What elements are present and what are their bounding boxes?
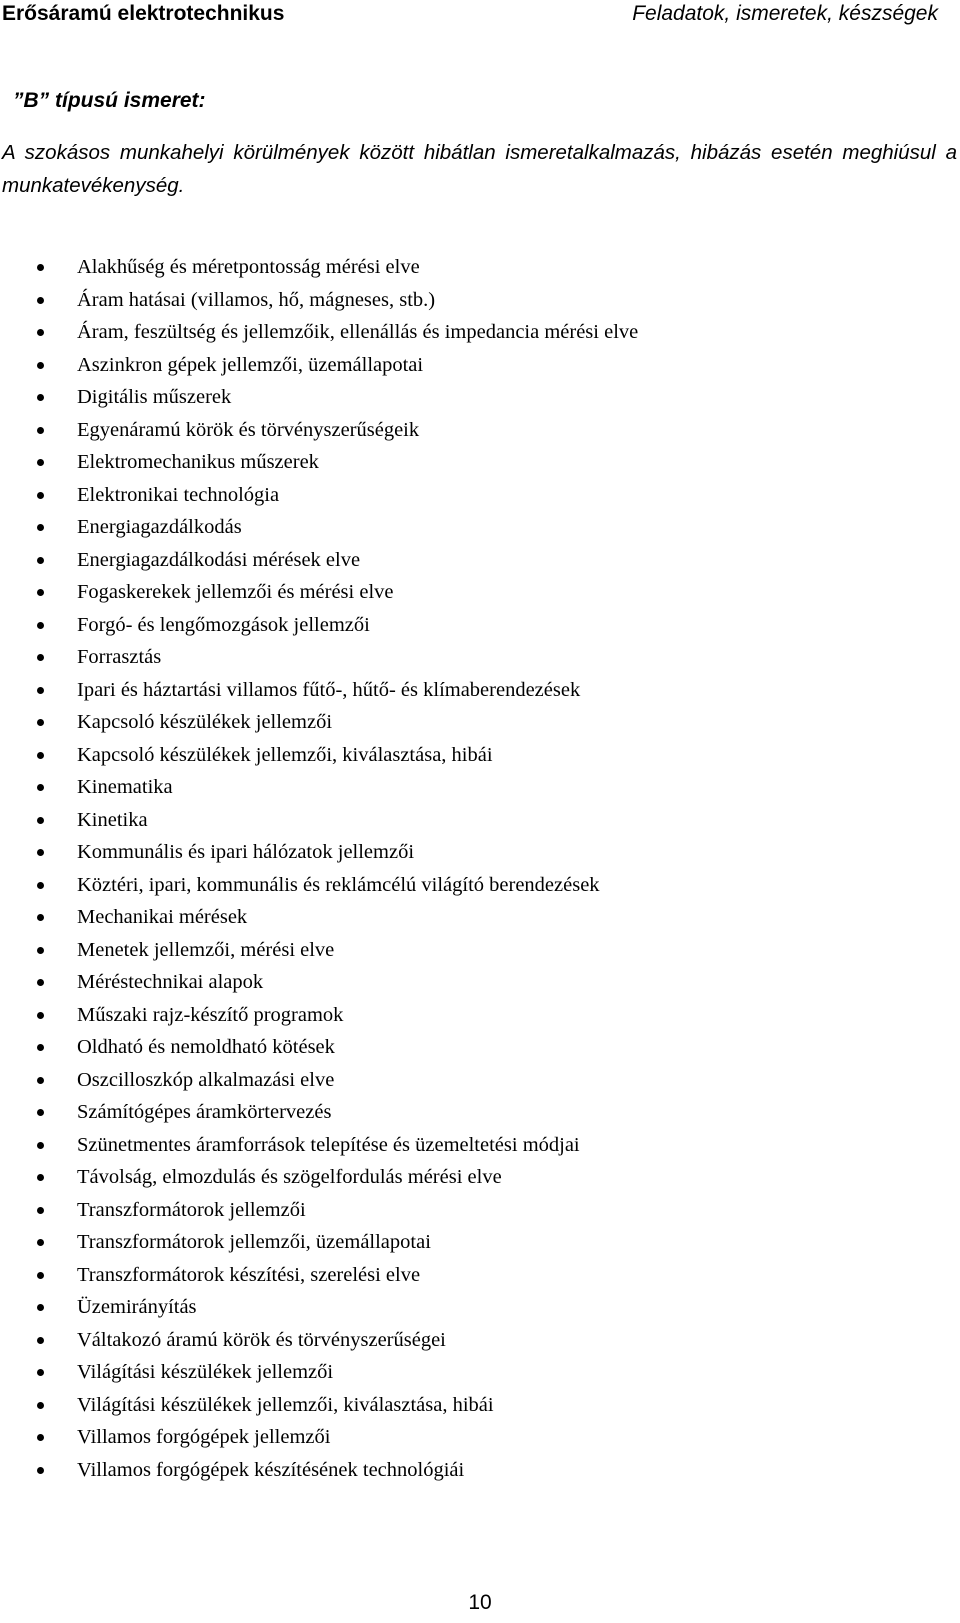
list-item-label: Távolság, elmozdulás és szögelfordulás mérési elve	[77, 1166, 502, 1188]
list-item	[0, 446, 638, 479]
list-item-label: Villamos forgógépek jellemzői	[77, 1426, 331, 1448]
list-item-label: Digitális műszerek	[77, 386, 232, 408]
bullet-icon	[37, 784, 44, 791]
bullet-icon	[37, 297, 44, 304]
list-item	[0, 771, 638, 804]
list-item-label: Műszaki rajz-készítő programok	[77, 1003, 344, 1026]
list-item-label: Elektromechanikus műszerek	[77, 451, 319, 473]
bullet-icon	[37, 1012, 44, 1019]
list-item	[0, 1454, 638, 1487]
bullet-icon	[37, 1142, 44, 1149]
bullet-icon	[37, 1207, 44, 1214]
bullet-icon	[37, 849, 44, 856]
list-item	[0, 609, 638, 642]
list-item-label: Oldható és nemoldható kötések	[77, 1036, 335, 1058]
list-item-label: Köztéri, ipari, kommunális és reklámcélú világító berendezések	[77, 873, 600, 896]
list-item-label: Világítási készülékek jellemzői	[77, 1361, 334, 1383]
bullet-icon	[37, 1272, 44, 1279]
section-heading: ”B” típusú ismeret:	[13, 89, 206, 112]
bullet-icon	[37, 1077, 44, 1084]
list-item-label: Transzformátorok készítési, szerelési elve	[77, 1263, 421, 1286]
bullet-icon	[37, 394, 44, 401]
list-item	[0, 901, 638, 934]
bullet-icon	[37, 1369, 44, 1376]
bullet-icon	[37, 979, 44, 986]
list-item-label: Kapcsoló készülékek jellemzői	[77, 711, 333, 733]
list-item	[0, 1064, 638, 1097]
list-item-label: Számítógépes áramkörtervezés	[77, 1101, 332, 1123]
bullet-icon	[37, 1239, 44, 1246]
bullet-icon	[37, 914, 44, 921]
bullet-icon	[37, 557, 44, 564]
list-item-label: Mechanikai mérések	[77, 906, 248, 928]
list-item-label: Áram, feszültség és jellemzőik, ellenállás és impedancia mérési elve	[77, 321, 639, 343]
list-item	[0, 511, 638, 544]
list-item	[0, 349, 638, 382]
list-item	[0, 576, 638, 609]
bullet-icon	[37, 329, 44, 336]
bullet-icon	[37, 622, 44, 629]
list-item-label: Fogaskerekek jellemzői és mérési elve	[77, 581, 394, 603]
bullet-icon	[37, 264, 44, 271]
list-item-label: Üzemirányítás	[77, 1296, 197, 1318]
list-item-label: Kapcsoló készülékek jellemzői, kiválasztása, hibái	[77, 743, 493, 766]
bullet-icon	[37, 362, 44, 369]
chapter-title: Feladatok, ismeretek, készségek	[632, 2, 938, 25]
bullet-icon	[37, 752, 44, 759]
list-item	[0, 934, 638, 967]
list-item	[0, 1356, 638, 1389]
list-item	[0, 706, 638, 739]
list-item	[0, 251, 638, 284]
list-item	[0, 641, 638, 674]
list-item-label: Kinematika	[77, 776, 173, 798]
bullet-icon	[37, 817, 44, 824]
bullet-icon	[37, 524, 44, 531]
list-item	[0, 1161, 638, 1194]
bullet-icon	[37, 947, 44, 954]
bullet-icon	[37, 1434, 44, 1441]
list-item	[0, 1194, 638, 1227]
list-item	[0, 674, 638, 707]
bullet-icon	[37, 1174, 44, 1181]
list-item-label: Elektronikai technológia	[77, 483, 280, 506]
bullet-icon	[37, 492, 44, 499]
list-item-label: Oszcilloszkóp alkalmazási elve	[77, 1068, 335, 1091]
list-item	[0, 869, 638, 902]
list-item	[0, 1031, 638, 1064]
bullet-icon	[37, 1304, 44, 1311]
bullet-icon	[37, 459, 44, 466]
list-item-label: Villamos forgógépek készítésének technológiái	[77, 1458, 465, 1481]
bullet-icon	[37, 1337, 44, 1344]
bullet-icon	[37, 427, 44, 434]
list-item	[0, 1129, 638, 1162]
bullet-icon	[37, 1109, 44, 1116]
list-item-label: Kommunális és ipari hálózatok jellemzői	[77, 841, 415, 863]
list-item	[0, 999, 638, 1032]
list-item-label: Forrasztás	[77, 646, 162, 668]
list-item-label: Alakhűség és méretpontosság mérési elve	[77, 256, 420, 278]
list-item	[0, 836, 638, 869]
knowledge-list	[0, 251, 638, 1486]
list-item	[0, 1291, 638, 1324]
bullet-icon	[37, 1467, 44, 1474]
document-title: Erősáramú elektrotechnikus	[2, 2, 285, 25]
list-item	[0, 1259, 638, 1292]
list-item	[0, 804, 638, 837]
list-item	[0, 1389, 638, 1422]
list-item	[0, 1226, 638, 1259]
list-item-label: Kinetika	[77, 808, 148, 831]
bullet-icon	[37, 1402, 44, 1409]
list-item	[0, 316, 638, 349]
list-item-label: Szünetmentes áramforrások telepítése és üzemeltetési módjai	[77, 1133, 580, 1156]
bullet-icon	[37, 589, 44, 596]
list-item	[0, 414, 638, 447]
list-item-label: Transzformátorok jellemzői, üzemállapotai	[77, 1231, 431, 1253]
list-item-label: Áram hatásai (villamos, hő, mágneses, stb.)	[77, 288, 436, 311]
list-item-label: Váltakozó áramú körök és törvényszerűségei	[77, 1328, 446, 1351]
bullet-icon	[37, 687, 44, 694]
list-item	[0, 1421, 638, 1454]
list-item	[0, 381, 638, 414]
list-item	[0, 1324, 638, 1357]
list-item-label: Forgó- és lengőmozgások jellemzői	[77, 613, 370, 636]
list-item	[0, 479, 638, 512]
section-intro: A szokásos munkahelyi körülmények között hibátlan ismeretalkalmazás, hibázás esetén meghiúsul a munkatevékenység.	[2, 141, 957, 197]
list-item-label: Menetek jellemzői, mérési elve	[77, 938, 335, 961]
list-item	[0, 544, 638, 577]
list-item-label: Egyenáramú körök és törvényszerűségeik	[77, 418, 420, 441]
page-header	[0, 0, 960, 30]
list-item	[0, 739, 638, 772]
list-item-label: Méréstechnikai alapok	[77, 971, 264, 993]
bullet-icon	[37, 719, 44, 726]
bullet-icon	[37, 882, 44, 889]
list-item-label: Transzformátorok jellemzői	[77, 1198, 306, 1221]
list-item-label: Energiagazdálkodási mérések elve	[77, 548, 361, 571]
list-item	[0, 966, 638, 999]
bullet-icon	[37, 654, 44, 661]
page-number: 10	[468, 1591, 492, 1614]
list-item-label: Világítási készülékek jellemzői, kiválasztása, hibái	[77, 1393, 494, 1416]
list-item-label: Aszinkron gépek jellemzői, üzemállapotai	[77, 353, 424, 376]
bullet-icon	[37, 1044, 44, 1051]
list-item	[0, 284, 638, 317]
list-item-label: Ipari és háztartási villamos fűtő-, hűtő- és klímaberendezések	[77, 678, 581, 701]
list-item	[0, 1096, 638, 1129]
list-item-label: Energiagazdálkodás	[77, 516, 242, 538]
